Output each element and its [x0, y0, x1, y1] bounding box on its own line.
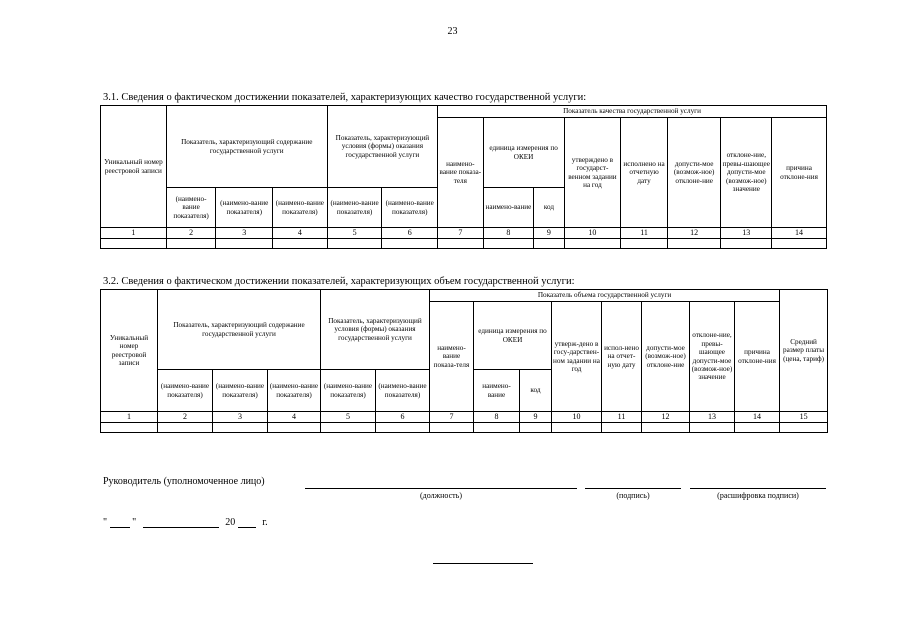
column-number: 6: [376, 412, 430, 423]
header-average-fee: Средний размер платы (цена, тариф): [780, 290, 828, 412]
column-number: 10: [564, 228, 621, 239]
header-executed: испол-нено на отчет-ную дату: [602, 302, 642, 412]
column-number: 5: [321, 412, 376, 423]
blank-cell: [321, 423, 376, 433]
signature-caption: (подпись): [616, 491, 650, 500]
header-indicator-name-sub: (наимено-вание показателя): [213, 370, 268, 412]
volume-indicators-table: [100, 289, 828, 433]
quote-close: ": [132, 517, 137, 528]
table-row: [101, 239, 827, 249]
header-indicator-name-sub: (наимено-вание показателя): [166, 188, 216, 228]
column-number: 1: [101, 228, 167, 239]
header-approved: утверждено в государст-венном задании на год: [564, 118, 621, 228]
blank-cell: [327, 239, 382, 249]
blank-cell: [534, 239, 564, 249]
header-quality-indicator-group: Показатель качества государственной услуги: [438, 106, 827, 118]
quote-open: ": [103, 517, 108, 528]
column-number: 11: [621, 228, 668, 239]
blank-cell: [552, 423, 602, 433]
header-unit-okei: единица измерения по ОКЕИ: [474, 302, 552, 370]
header-indicator-name-sub: (наимено-вание показателя): [321, 370, 376, 412]
blank-cell: [721, 239, 772, 249]
column-number: 5: [327, 228, 382, 239]
column-number: 12: [642, 412, 690, 423]
blank-cell: [382, 239, 438, 249]
header-unit-okei: единица измерения по ОКЕИ: [483, 118, 564, 188]
header-unique-number: Уникальный номер реестровой записи: [101, 106, 167, 228]
header-indicator-name: наимено-вание показа-теля: [438, 118, 484, 228]
column-number: 4: [273, 228, 328, 239]
column-number: 10: [552, 412, 602, 423]
column-number: 3: [216, 228, 273, 239]
year-suffix: г.: [262, 517, 268, 528]
blank-cell: [474, 423, 520, 433]
blank-cell: [642, 423, 690, 433]
day-blank[interactable]: [110, 517, 130, 528]
header-approved: утверж-дено в госу-дарствен-ном задании на год: [552, 302, 602, 412]
blank-cell: [158, 423, 213, 433]
header-deviation-reason: причина отклоне-ния: [772, 118, 827, 228]
column-number: 12: [667, 228, 721, 239]
date-line: [103, 517, 268, 528]
header-unit-code: код: [520, 370, 552, 412]
header-conditions-indicator: Показатель, характеризующий условия (формы) оказания государственной услуги: [327, 106, 437, 188]
blank-cell: [772, 239, 827, 249]
column-number: 2: [158, 412, 213, 423]
blank-cell: [213, 423, 268, 433]
header-unit-name: наимено-вание: [483, 188, 534, 228]
page-number: 23: [447, 26, 458, 37]
header-unit-code: код: [534, 188, 564, 228]
table-row: [101, 423, 828, 433]
position-line[interactable]: [305, 488, 577, 489]
signature-line[interactable]: [585, 488, 681, 489]
blank-cell: [520, 423, 552, 433]
quality-indicators-table: [100, 105, 827, 249]
section-3-1-title: 3.1. Сведения о фактическом достижении показателей, характеризующих качество государственной услуги:: [103, 92, 587, 103]
blank-cell: [101, 239, 167, 249]
blank-cell: [216, 239, 273, 249]
column-number: 15: [780, 412, 828, 423]
blank-cell: [101, 423, 158, 433]
section-3-2-title: 3.2. Сведения о фактическом достижении показателей, характеризующих объем государственной услуги:: [103, 276, 575, 287]
column-number: 9: [520, 412, 552, 423]
header-indicator-name: наимено-вание показа-теля: [430, 302, 474, 412]
column-number: 8: [483, 228, 534, 239]
signature-decode-caption: (расшифровка подписи): [717, 491, 799, 500]
blank-cell: [273, 239, 328, 249]
header-indicator-name-sub: (наимено-вание показателя): [382, 188, 438, 228]
position-caption: (должность): [420, 491, 462, 500]
column-number: 4: [268, 412, 321, 423]
column-number: 11: [602, 412, 642, 423]
column-number: 14: [772, 228, 827, 239]
blank-cell: [690, 423, 735, 433]
column-number: 8: [474, 412, 520, 423]
header-indicator-name-sub: (наимено-вание показателя): [273, 188, 328, 228]
column-number: 1: [101, 412, 158, 423]
header-unique-number: Уникальный номер реестровой записи: [101, 290, 158, 412]
footer-rule: [433, 563, 533, 564]
header-exceeding-deviation: отклоне-ние, превы-шающее допусти-мое (возмож-ное) значение: [690, 302, 735, 412]
header-conditions-indicator: Показатель, характеризующий условия (формы) оказания государственной услуги: [321, 290, 430, 370]
blank-cell: [780, 423, 828, 433]
header-indicator-name-sub: (наимено-вание показателя): [268, 370, 321, 412]
column-number: 13: [721, 228, 772, 239]
blank-cell: [376, 423, 430, 433]
header-allowed-deviation: допусти-мое (возмож-ное) отклоне-ние: [667, 118, 721, 228]
header-volume-indicator-group: Показатель объема государственной услуги: [430, 290, 780, 302]
year-blank[interactable]: [238, 517, 256, 528]
blank-cell: [483, 239, 534, 249]
header-unit-name: наимено-вание: [474, 370, 520, 412]
column-number: 14: [735, 412, 780, 423]
signatory-label: Руководитель (уполномоченное лицо): [103, 476, 265, 487]
header-content-indicator: Показатель, характеризующий содержание государственной услуги: [166, 106, 327, 188]
blank-cell: [735, 423, 780, 433]
header-content-indicator: Показатель, характеризующий содержание государственной услуги: [158, 290, 321, 370]
header-deviation-reason: причина отклоне-ния: [735, 302, 780, 412]
signature-decode-line[interactable]: [690, 488, 826, 489]
blank-cell: [621, 239, 668, 249]
month-blank[interactable]: [143, 517, 219, 528]
blank-cell: [564, 239, 621, 249]
column-number: 2: [166, 228, 216, 239]
blank-cell: [438, 239, 484, 249]
blank-cell: [268, 423, 321, 433]
header-indicator-name-sub: (наимено-вание показателя): [158, 370, 213, 412]
column-number: 3: [213, 412, 268, 423]
header-allowed-deviation: допусти-мое (возмож-ное) отклоне-ние: [642, 302, 690, 412]
column-number: 13: [690, 412, 735, 423]
column-number: 7: [438, 228, 484, 239]
blank-cell: [430, 423, 474, 433]
column-number: 9: [534, 228, 564, 239]
header-indicator-name-sub: (наимено-вание показателя): [327, 188, 382, 228]
blank-cell: [667, 239, 721, 249]
blank-cell: [166, 239, 216, 249]
year-prefix: 20: [225, 517, 236, 528]
blank-cell: [602, 423, 642, 433]
header-executed: исполнено на отчетную дату: [621, 118, 668, 228]
header-indicator-name-sub: (наимено-вание показателя): [376, 370, 430, 412]
column-number: 6: [382, 228, 438, 239]
header-indicator-name-sub: (наимено-вание показателя): [216, 188, 273, 228]
column-number: 7: [430, 412, 474, 423]
header-exceeding-deviation: отклоне-ние, превы-шающее допусти-мое (возмож-ное) значение: [721, 118, 772, 228]
